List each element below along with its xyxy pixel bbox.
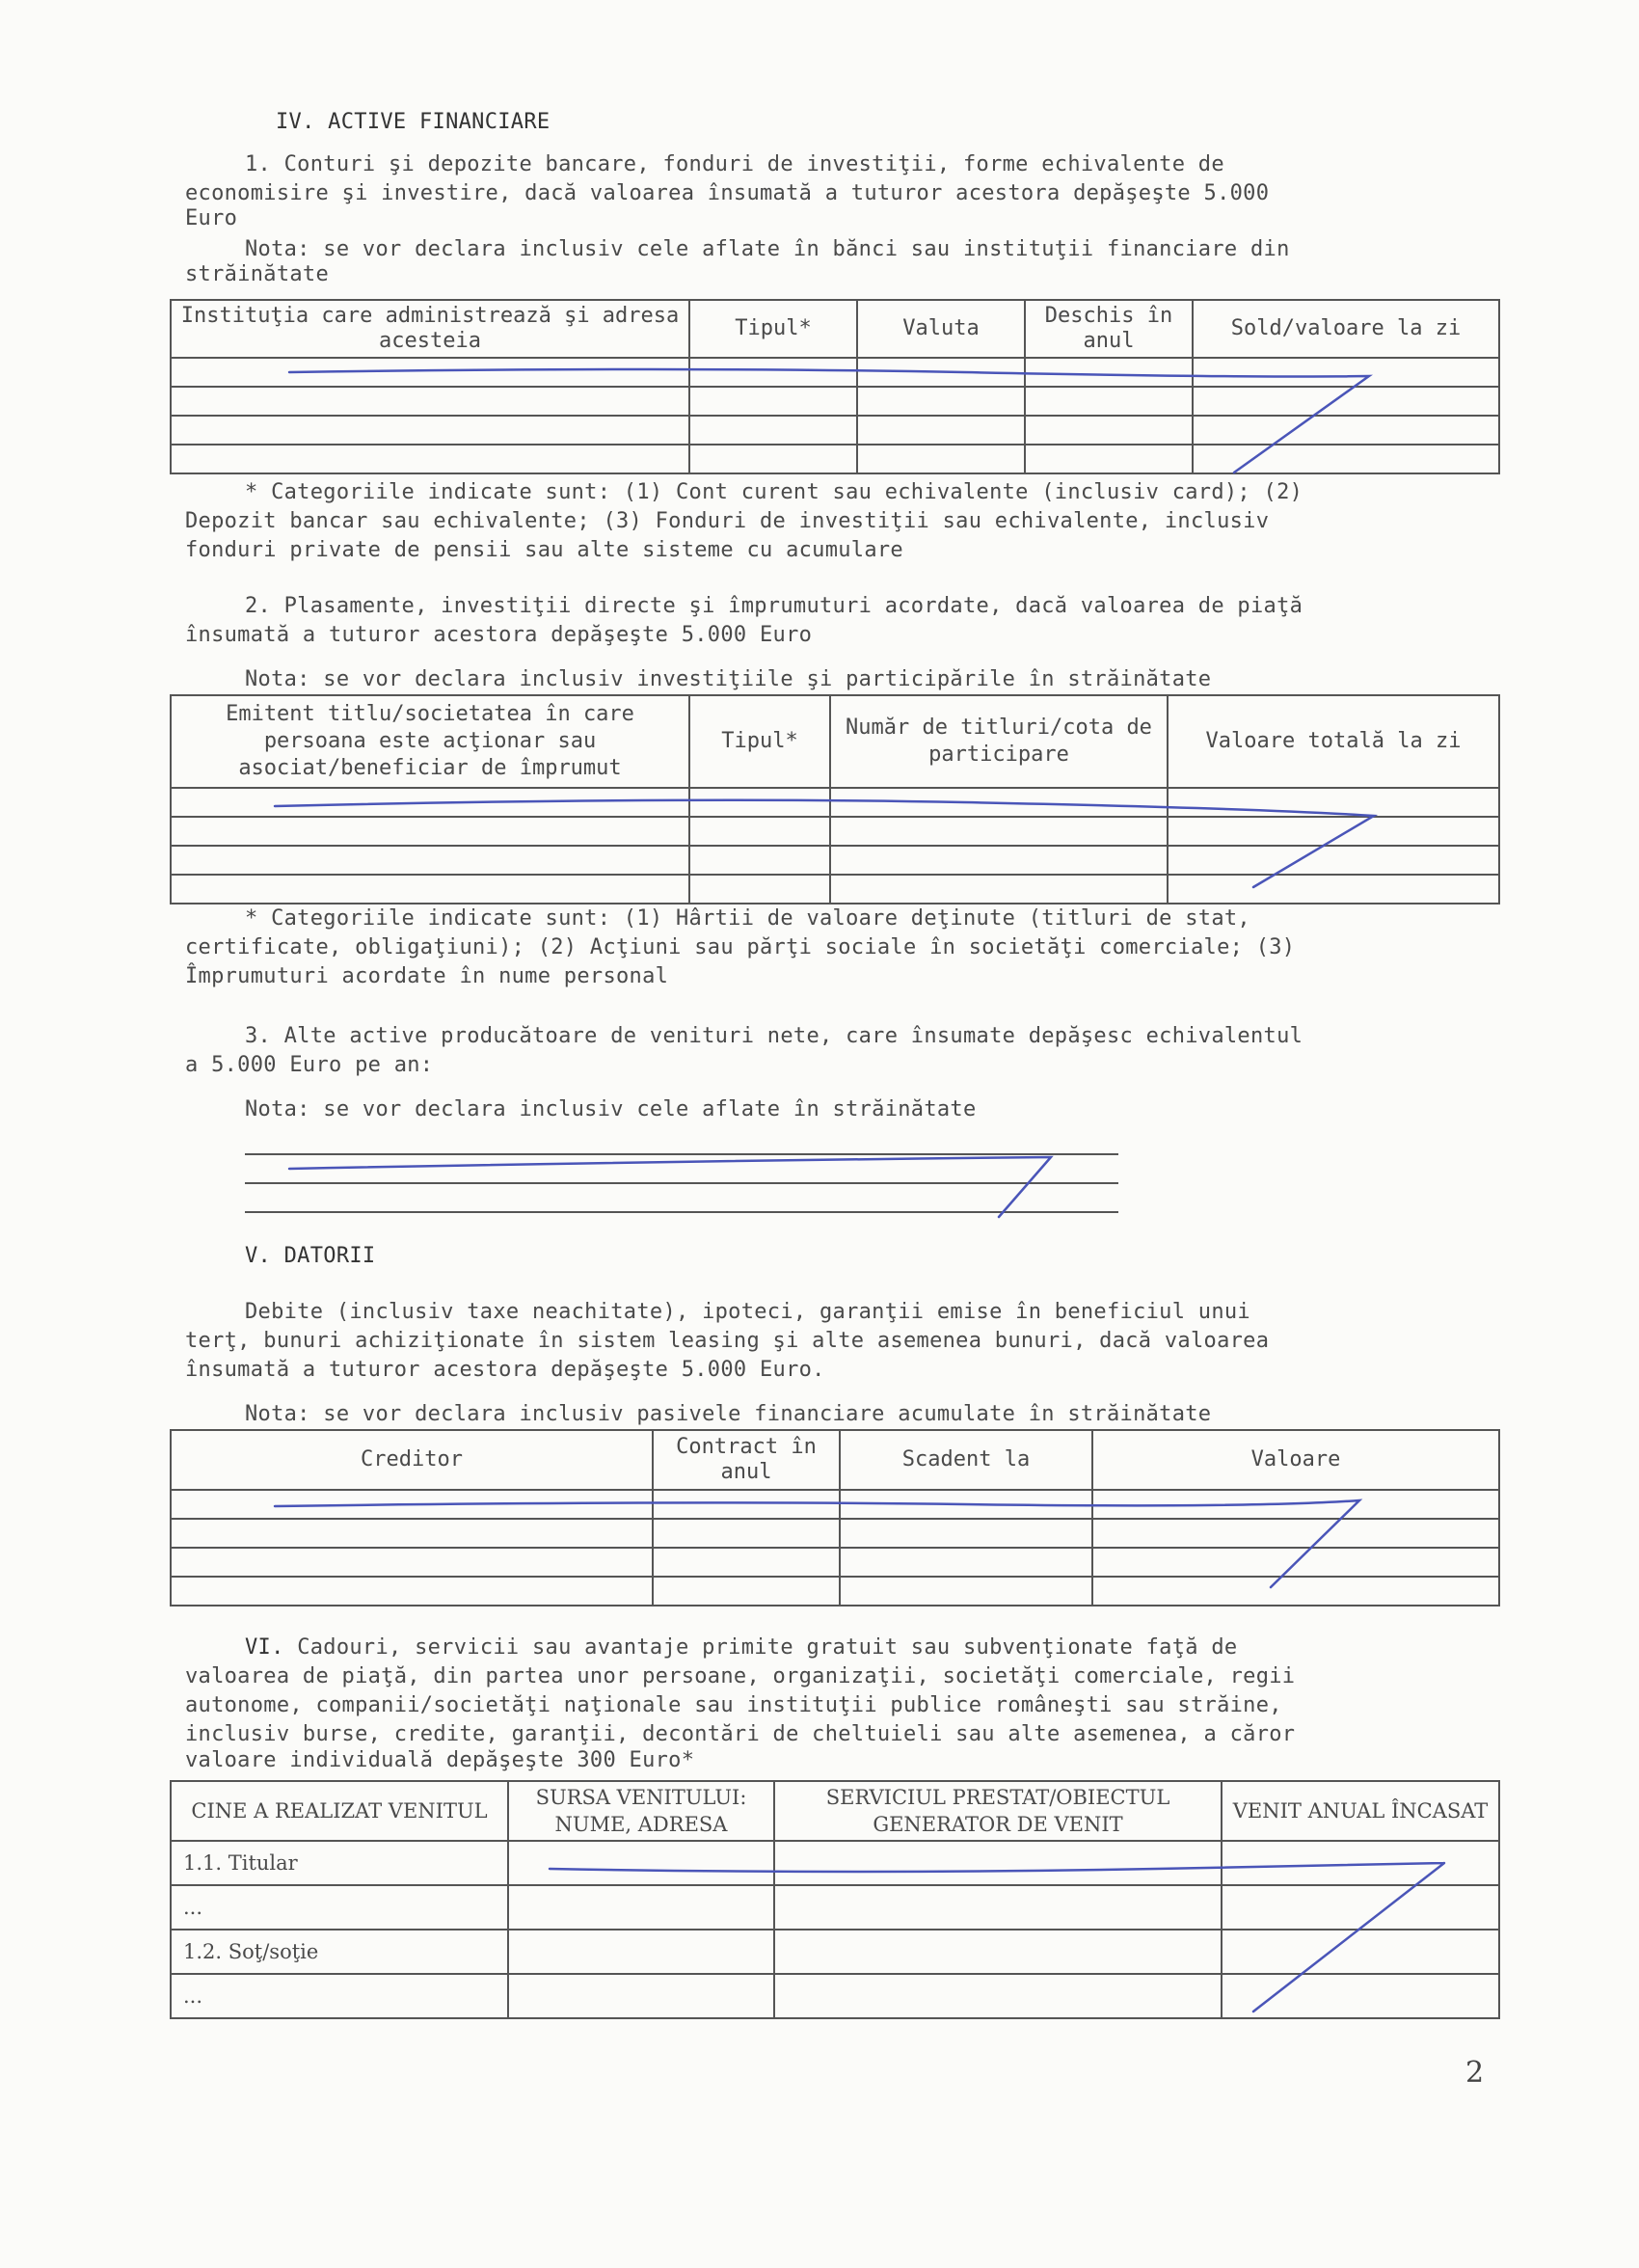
table-cell[interactable] <box>1193 416 1499 445</box>
row-label: ... <box>171 1885 508 1930</box>
item1-paragraph <box>185 150 1516 230</box>
item3-line: a 5.000 Euro pe an: <box>185 1053 434 1077</box>
column-header: VENIT ANUAL ÎNCASAT <box>1222 1781 1499 1841</box>
column-header: Emitent titlu/societatea în care persoana este acţionar sau asociat/beneficiar de împrumut <box>171 695 689 788</box>
table-cell[interactable] <box>171 1548 653 1577</box>
table-cell[interactable] <box>171 1577 653 1606</box>
item3-blank-line[interactable] <box>245 1153 1118 1155</box>
table-cell[interactable] <box>1025 445 1193 473</box>
item1-note <box>185 235 1516 285</box>
column-header: Valuta <box>857 300 1025 358</box>
table-cell[interactable] <box>774 1885 1222 1930</box>
table-cell[interactable] <box>689 358 857 387</box>
table-cell[interactable] <box>653 1548 840 1577</box>
column-header: Deschis în anul <box>1025 300 1193 358</box>
column-header: CINE A REALIZAT VENITUL <box>171 1781 508 1841</box>
table-cell[interactable] <box>689 846 830 875</box>
table-cell[interactable] <box>508 1974 774 2018</box>
table-cell[interactable] <box>830 846 1168 875</box>
item2-note: Nota: se vor declara inclusiv investiţiile şi participările în străinătate <box>245 667 1212 691</box>
row-label: 1.1. Titular <box>171 1841 508 1885</box>
table-cell[interactable] <box>1193 445 1499 473</box>
footnote-line: * Categoriile indicate sunt: (1) Cont curent sau echivalente (inclusiv card); (2) <box>245 480 1303 504</box>
table-cell[interactable] <box>830 788 1168 817</box>
table-cell[interactable] <box>1092 1490 1499 1519</box>
table-cell[interactable] <box>830 875 1168 904</box>
table-row <box>171 1974 1499 2018</box>
section-v-heading: V. DATORII <box>245 1244 376 1268</box>
table-cell[interactable] <box>1193 387 1499 416</box>
column-header: Instituţia care administrează şi adresa acesteia <box>171 300 689 358</box>
table-cell[interactable] <box>1092 1577 1499 1606</box>
item3-paragraph <box>185 1022 1516 1080</box>
table-row <box>171 1519 1499 1548</box>
table-cell[interactable] <box>830 817 1168 846</box>
table-cell[interactable] <box>653 1577 840 1606</box>
page-number: 2 <box>1465 2056 1485 2090</box>
column-header: Contract în anul <box>653 1430 840 1490</box>
table-cell[interactable] <box>1025 387 1193 416</box>
table-row <box>171 1490 1499 1519</box>
section-vi-heading: VI. <box>245 1635 284 1660</box>
table-row <box>171 445 1499 473</box>
table-cell[interactable] <box>171 387 689 416</box>
table-cell[interactable] <box>840 1490 1092 1519</box>
item2-line: însumată a tuturor acestora depăşeşte 5.000 Euro <box>185 623 813 647</box>
table-cell[interactable] <box>774 1930 1222 1974</box>
table-cell[interactable] <box>171 445 689 473</box>
item1-line: Euro <box>185 206 238 230</box>
section-iv-heading: IV. ACTIVE FINANCIARE <box>276 110 551 134</box>
table-cell[interactable] <box>1193 358 1499 387</box>
item1-line: 1. Conturi şi depozite bancare, fonduri de investiţii, forme echivalente de <box>245 152 1224 176</box>
table-cell[interactable] <box>857 445 1025 473</box>
table-cell[interactable] <box>1222 1841 1499 1885</box>
table-cell[interactable] <box>171 1490 653 1519</box>
table-cell[interactable] <box>1025 358 1193 387</box>
table-cell[interactable] <box>840 1519 1092 1548</box>
gifts-table <box>170 1780 1500 2019</box>
accounts-table <box>170 299 1500 474</box>
table-row <box>171 846 1499 875</box>
table-cell[interactable] <box>171 416 689 445</box>
gifts-line: valoare individuală depăşeşte 300 Euro* <box>185 1748 695 1772</box>
table-row <box>171 1841 1499 1885</box>
table-cell[interactable] <box>1092 1548 1499 1577</box>
table-cell[interactable] <box>653 1519 840 1548</box>
table-cell[interactable] <box>171 846 689 875</box>
table-row <box>171 788 1499 817</box>
table-cell[interactable] <box>171 817 689 846</box>
table-row <box>171 817 1499 846</box>
footnote-line: certificate, obligaţiuni); (2) Acţiuni sau părţi sociale în societăţi comerciale; (3) <box>185 935 1296 959</box>
debts-line: însumată a tuturor acestora depăşeşte 5.000 Euro. <box>185 1358 825 1382</box>
column-header: Scadent la <box>840 1430 1092 1490</box>
item1-footnote <box>185 478 1516 565</box>
column-header: SERVICIUL PRESTAT/OBIECTUL GENERATOR DE VENIT <box>774 1781 1222 1841</box>
table-cell[interactable] <box>508 1930 774 1974</box>
table-cell[interactable] <box>689 817 830 846</box>
investments-table <box>170 694 1500 904</box>
footnote-line: * Categoriile indicate sunt: (1) Hârtii de valoare deţinute (titluri de stat, <box>245 906 1250 931</box>
footnote-line: Împrumuturi acordate în nume personal <box>185 964 669 988</box>
item2-line: 2. Plasamente, investiţii directe şi împrumuturi acordate, dacă valoarea de piaţă <box>245 594 1303 618</box>
debts-table <box>170 1429 1500 1606</box>
footnote-line: fonduri private de pensii sau alte sisteme cu acumulare <box>185 538 903 562</box>
table-cell[interactable] <box>689 875 830 904</box>
gifts-paragraph <box>185 1634 1516 1772</box>
column-header: Valoare totală la zi <box>1168 695 1499 788</box>
footnote-line: Depozit bancar sau echivalente; (3) Fonduri de investiţii sau echivalente, inclusiv <box>185 509 1270 533</box>
table-row <box>171 387 1499 416</box>
item1-line: economisire şi investire, dacă valoarea însumată a tuturor acestora depăşeşte 5.000 <box>185 181 1270 205</box>
table-row <box>171 1548 1499 1577</box>
item1-note-line: Nota: se vor declara inclusiv cele aflate în bănci sau instituţii financiare din <box>245 237 1290 261</box>
row-label: 1.2. Soţ/soţie <box>171 1930 508 1974</box>
debts-note: Nota: se vor declara inclusiv pasivele financiare acumulate în străinătate <box>245 1402 1212 1426</box>
table-cell[interactable] <box>653 1490 840 1519</box>
table-row <box>171 1930 1499 1974</box>
table-cell[interactable] <box>689 416 857 445</box>
table-cell[interactable] <box>1168 788 1499 817</box>
item2-paragraph <box>185 592 1516 650</box>
table-cell[interactable] <box>1168 875 1499 904</box>
row-label: ... <box>171 1974 508 2018</box>
debts-line: Debite (inclusiv taxe neachitate), ipoteci, garanţii emise în beneficiul unui <box>245 1300 1250 1324</box>
table-cell[interactable] <box>508 1885 774 1930</box>
table-header-row <box>171 1430 1499 1490</box>
item3-blank-line[interactable] <box>245 1182 1118 1184</box>
table-cell[interactable] <box>1222 1885 1499 1930</box>
table-cell[interactable] <box>857 416 1025 445</box>
table-cell[interactable] <box>1168 817 1499 846</box>
column-header: Sold/valoare la zi <box>1193 300 1499 358</box>
table-cell[interactable] <box>171 358 689 387</box>
table-row <box>171 358 1499 387</box>
debts-line: terţ, bunuri achiziţionate în sistem leasing şi alte asemenea bunuri, dacă valoarea <box>185 1329 1270 1353</box>
gifts-line: autonome, companii/societăţi naţionale sau instituţii publice româneşti sau străine, <box>185 1693 1282 1717</box>
gifts-line: valoarea de piaţă, din partea unor persoane, organizaţii, societăţi comerciale, regii <box>185 1664 1296 1688</box>
column-header: Valoare <box>1092 1430 1499 1490</box>
item3-line: 3. Alte active producătoare de venituri nete, care însumate depăşesc echivalentul <box>245 1024 1303 1048</box>
table-cell[interactable] <box>689 445 857 473</box>
item3-blank-line[interactable] <box>245 1211 1118 1213</box>
table-row <box>171 416 1499 445</box>
item2-footnote <box>185 904 1516 991</box>
table-header-row <box>171 1781 1499 1841</box>
debts-paragraph <box>185 1298 1516 1385</box>
table-row <box>171 1577 1499 1606</box>
column-header: SURSA VENITULUI: NUME, ADRESA <box>508 1781 774 1841</box>
table-cell[interactable] <box>689 387 857 416</box>
gifts-line: inclusiv burse, credite, garanţii, decontări de cheltuieli sau alte asemenea, a căror <box>185 1722 1296 1746</box>
table-cell[interactable] <box>171 788 689 817</box>
table-cell[interactable] <box>1222 1930 1499 1974</box>
column-header: Creditor <box>171 1430 653 1490</box>
table-header-row <box>171 300 1499 358</box>
table-cell[interactable] <box>1025 416 1193 445</box>
table-cell[interactable] <box>508 1841 774 1885</box>
column-header: Tipul* <box>689 695 830 788</box>
table-cell[interactable] <box>774 1974 1222 2018</box>
item3-note: Nota: se vor declara inclusiv cele aflate în străinătate <box>245 1097 977 1121</box>
column-header: Număr de titluri/cota de participare <box>830 695 1168 788</box>
table-row <box>171 1885 1499 1930</box>
table-cell[interactable] <box>1168 846 1499 875</box>
table-cell[interactable] <box>840 1577 1092 1606</box>
item1-note-line: străinătate <box>185 262 329 286</box>
table-cell[interactable] <box>171 875 689 904</box>
table-cell[interactable] <box>857 358 1025 387</box>
gifts-line: Cadouri, servicii sau avantaje primite gratuit sau subvenţionate faţă de <box>297 1635 1238 1660</box>
table-cell[interactable] <box>857 387 1025 416</box>
column-header: Tipul* <box>689 300 857 358</box>
pen-stroke <box>289 1157 1051 1217</box>
table-cell[interactable] <box>171 1519 653 1548</box>
table-row <box>171 875 1499 904</box>
table-header-row <box>171 695 1499 788</box>
table-cell[interactable] <box>1092 1519 1499 1548</box>
table-cell[interactable] <box>840 1548 1092 1577</box>
table-cell[interactable] <box>1222 1974 1499 2018</box>
table-cell[interactable] <box>689 788 830 817</box>
table-cell[interactable] <box>774 1841 1222 1885</box>
